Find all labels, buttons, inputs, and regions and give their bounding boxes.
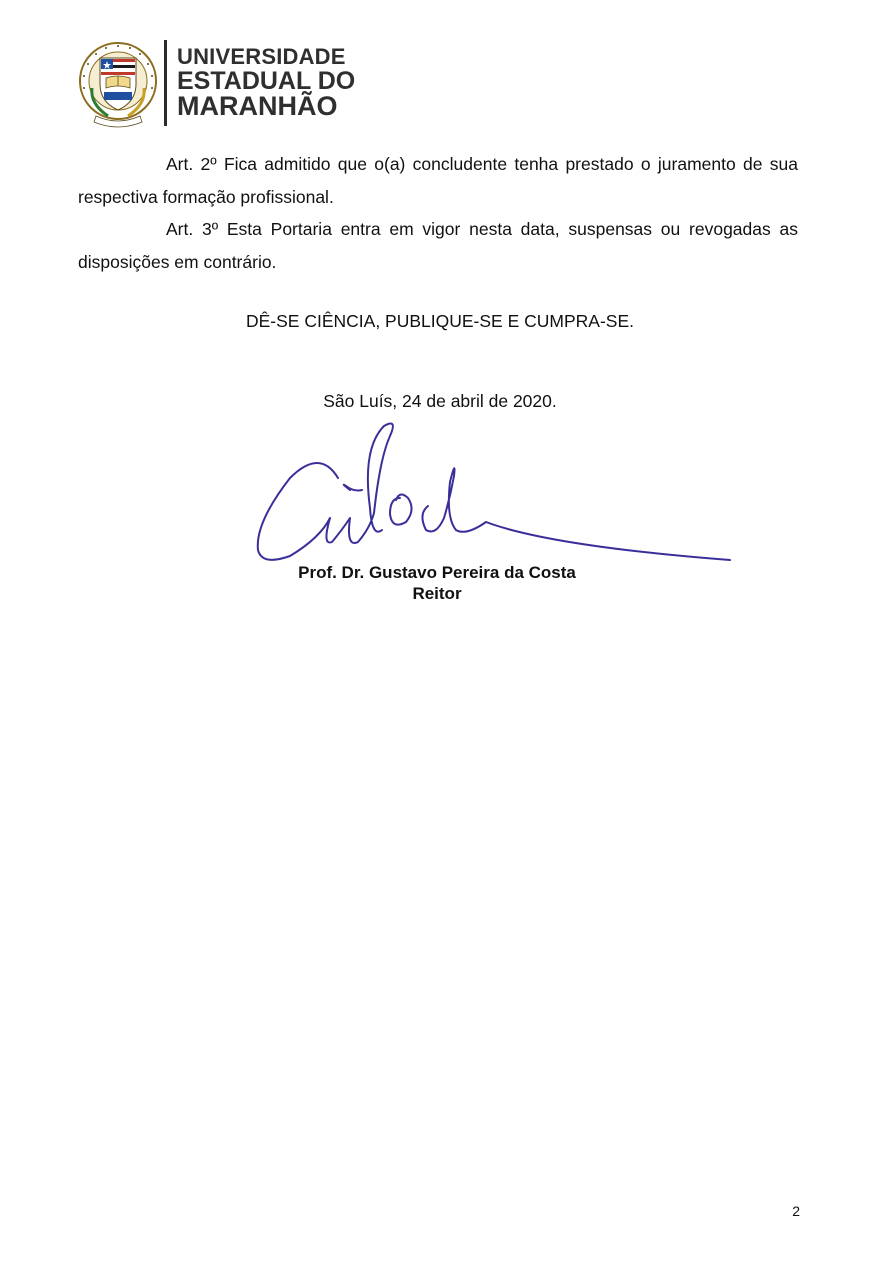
- signer-name: Prof. Dr. Gustavo Pereira da Costa: [298, 563, 576, 582]
- article-2: [78, 148, 798, 214]
- handwritten-signature-icon: [250, 418, 740, 568]
- institution-line-1: UNIVERSIDADE: [177, 44, 346, 69]
- document-date: São Luís, 24 de abril de 2020.: [323, 391, 557, 411]
- signer-role: Reitor: [412, 584, 462, 603]
- logo-divider: [164, 40, 167, 126]
- article-3: [78, 213, 798, 279]
- institution-name: [177, 44, 355, 119]
- closing-formula: DÊ-SE CIÊNCIA, PUBLIQUE-SE E CUMPRA-SE.: [246, 311, 634, 331]
- institution-line-3: MARANHÃO: [177, 91, 338, 121]
- header-logo: [78, 32, 358, 132]
- article-2-text: Art. 2º Fica admitido que o(a) concludente tenha prestado o juramento de sua respectiva formação profissional.: [78, 154, 798, 207]
- university-seal-icon: [78, 32, 158, 130]
- page-number: 2: [792, 1203, 800, 1219]
- institution-line-2: ESTADUAL DO: [177, 67, 356, 95]
- article-3-text: Art. 3º Esta Portaria entra em vigor nesta data, suspensas ou revogadas as disposições em contrário.: [78, 219, 798, 272]
